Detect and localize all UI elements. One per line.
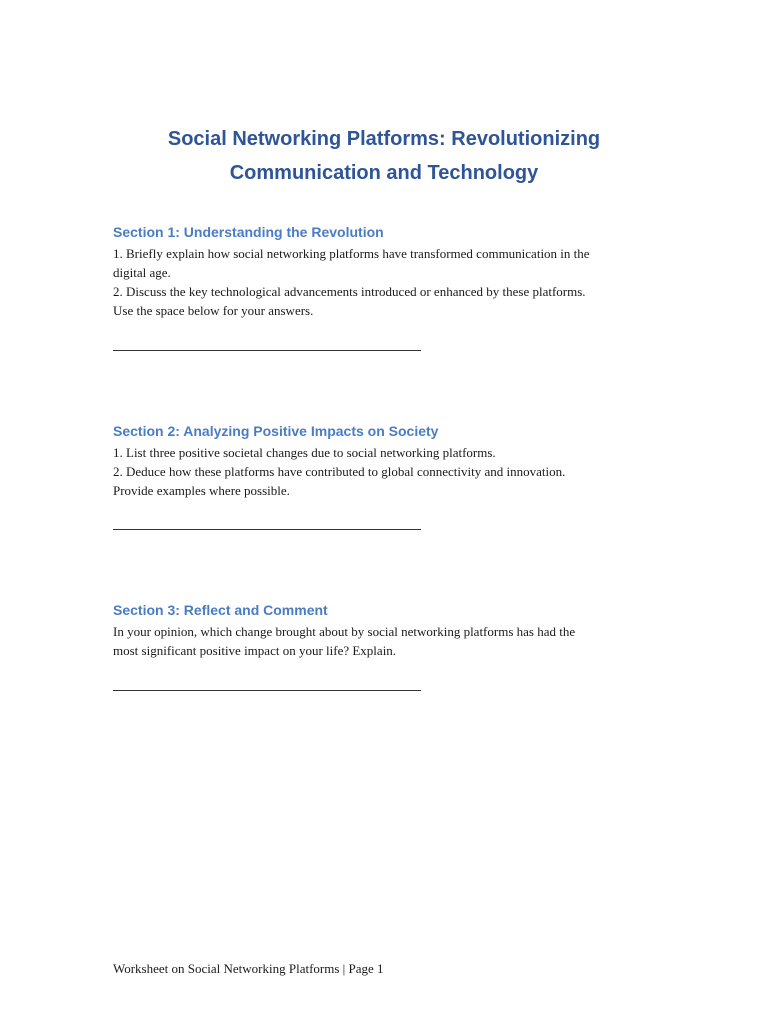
- page-title: [113, 122, 655, 190]
- section-1-answer-line: [113, 350, 421, 351]
- section-1-line-2: digital age.: [113, 265, 171, 280]
- section-3-line-2: most significant positive impact on your life? Explain.: [113, 643, 397, 658]
- section-2-line-2: 2. Deduce how these platforms have contributed to global connectivity and innovation.: [113, 464, 566, 479]
- title-line-1: Social Networking Platforms: Revolutionizing: [167, 128, 601, 150]
- section-2-answer-line: [113, 529, 421, 530]
- section-3: [113, 600, 658, 660]
- section-1-heading: Section 1: Understanding the Revolution: [113, 224, 384, 240]
- section-1-line-1: 1. Briefly explain how social networking platforms have transformed communication in the: [113, 246, 590, 261]
- section-2: [113, 421, 658, 500]
- section-1-line-4: Use the space below for your answers.: [113, 303, 314, 318]
- section-2-line-3: Provide examples where possible.: [113, 483, 290, 498]
- section-2-heading: Section 2: Analyzing Positive Impacts on Society: [113, 423, 439, 439]
- section-1-line-3: 2. Discuss the key technological advancements introduced or enhanced by these platforms.: [113, 284, 586, 299]
- section-3-heading: Section 3: Reflect and Comment: [113, 602, 328, 618]
- section-3-answer-line: [113, 690, 421, 691]
- title-line-2: Communication and Technology: [229, 162, 539, 184]
- section-2-line-1: 1. List three positive societal changes due to social networking platforms.: [113, 445, 496, 460]
- section-3-line-1: In your opinion, which change brought about by social networking platforms has had the: [113, 624, 576, 639]
- page-footer: Worksheet on Social Networking Platforms | Page 1: [113, 961, 384, 976]
- section-1: [113, 222, 658, 320]
